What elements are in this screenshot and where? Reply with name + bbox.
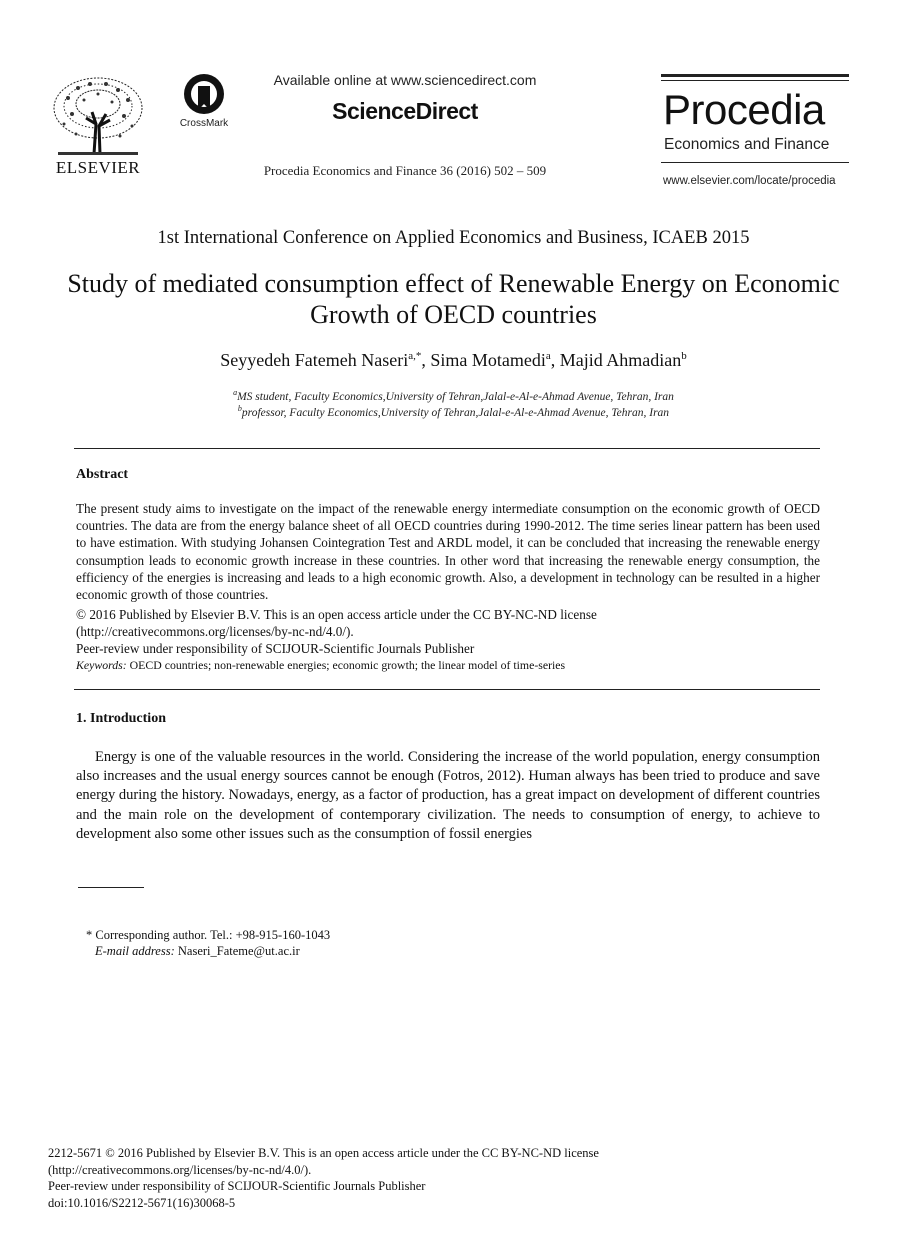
section-divider bbox=[74, 448, 820, 449]
doi-line[interactable]: doi:10.1016/S2212-5671(16)30068-5 bbox=[48, 1196, 236, 1210]
journal-reference: Procedia Economics and Finance 36 (2016) 502 – 509 bbox=[263, 163, 547, 178]
procedia-title: Procedia bbox=[663, 86, 825, 133]
crossmark-icon bbox=[176, 72, 232, 118]
bottom-peer-review: Peer-review under responsibility of SCIJOUR-Scientific Journals Publisher bbox=[48, 1179, 426, 1193]
author-list bbox=[0, 350, 907, 371]
corresponding-author-note: * Corresponding author. Tel.: +98-915-160-1043 bbox=[86, 928, 331, 942]
crossmark-badge[interactable] bbox=[176, 72, 232, 134]
keywords-label: Keywords: bbox=[76, 658, 127, 672]
author-affiliation-mark: b bbox=[681, 350, 687, 362]
email-address[interactable]: Naseri_Fateme@ut.ac.ir bbox=[177, 944, 300, 958]
elsevier-logo bbox=[48, 74, 148, 178]
procedia-top-rule bbox=[661, 74, 849, 77]
keywords-text: OECD countries; non-renewable energies; economic growth; the linear model of time-series bbox=[129, 658, 566, 672]
email-label: E-mail address: bbox=[95, 944, 175, 958]
section-divider bbox=[74, 689, 820, 690]
affiliation-text: MS student, Faculty Economics,University of Tehran,Jalal-e-Al-e-Ahmad Avenue, Tehran, Iran bbox=[237, 390, 674, 403]
bottom-license-link[interactable]: (http://creativecommons.org/licenses/by-nc-nd/4.0/). bbox=[48, 1163, 312, 1177]
journal-url-link[interactable]: www.elsevier.com/locate/procedia bbox=[663, 175, 836, 187]
sciencedirect-wordmark: ScienceDirect bbox=[332, 98, 478, 124]
keywords-line bbox=[76, 657, 820, 674]
crossmark-label: CrossMark bbox=[179, 118, 229, 129]
available-online-text: Available online at www.sciencedirect.com bbox=[273, 72, 537, 88]
author-affiliation-mark: a,* bbox=[408, 350, 422, 362]
affiliation-line bbox=[0, 388, 907, 403]
author-separator: , bbox=[421, 350, 431, 370]
author-name: Majid Ahmadian bbox=[559, 350, 682, 370]
elsevier-wordmark: ELSEVIER bbox=[55, 158, 141, 177]
author-name: Sima Motamedi bbox=[430, 350, 546, 370]
license-link[interactable]: (http://creativecommons.org/licenses/by-nc-nd/4.0/). bbox=[76, 624, 354, 639]
introduction-heading: 1. Introduction bbox=[76, 711, 166, 726]
issn-copyright-line: 2212-5671 © 2016 Published by Elsevier B.V. This is an open access article under the CC BY-NC-ND license bbox=[48, 1146, 599, 1160]
author-separator: , bbox=[550, 350, 560, 370]
author-affiliation-mark: a bbox=[545, 350, 551, 362]
paper-title: Study of mediated consumption effect of Renewable Energy on Economic Growth of OECD countries bbox=[67, 269, 840, 329]
affiliation-text: professor, Faculty Economics,University of Tehran,Jalal-e-Al-e-Ahmad Avenue, Tehran, Iran bbox=[241, 406, 670, 419]
abstract-heading: Abstract bbox=[76, 467, 129, 482]
affiliation-mark: b bbox=[237, 404, 242, 413]
affiliation-line bbox=[0, 404, 907, 419]
email-note bbox=[95, 944, 300, 959]
footnote-rule bbox=[78, 887, 144, 888]
procedia-top-thin-rule bbox=[661, 80, 849, 81]
abstract-body: The present study aims to investigate on the impact of the renewable energy intermediate consumption on the economic growth of OECD countries. The data are from the energy balance sheet of all OECD countries during 1990-2012. The time series linear pattern has been used to have estimation. With studying Johansen Cointegration Test and ARDL model, it can be concluded that increasing the renewable energy consumption leads to economic growth increase in these countries. In other word that increasing the renewable energy consumption, the efficiency of the energies is increasing and leads to a high economic growth. Also, a development in technology can be resulted in a higher economic growth of those countries. bbox=[76, 501, 820, 603]
procedia-subtitle: Economics and Finance bbox=[664, 136, 830, 153]
procedia-bottom-rule bbox=[661, 162, 849, 163]
peer-review-notice: Peer-review under responsibility of SCIJOUR-Scientific Journals Publisher bbox=[76, 641, 475, 656]
affiliation-mark: a bbox=[233, 388, 238, 397]
author-name: Seyyedeh Fatemeh Naseri bbox=[220, 350, 409, 370]
introduction-body: Energy is one of the valuable resources in the world. Considering the increase of the world population, energy consumption also increases and the usual energy sources cannot be enough (Fotros, 2012). Human always has been tried to produce and save energy during the history. Nowadays, energy, as a factor of production, has a great impact on development of different countries and the main role on the development of contemporary civilization. The needs to consumption of energy, to achieve to development also some other issues such as the consumption of fossil energies bbox=[76, 749, 820, 842]
copyright-notice: © 2016 Published by Elsevier B.V. This is an open access article under the CC BY-NC-ND license bbox=[76, 607, 597, 622]
elsevier-tree-icon bbox=[48, 74, 148, 158]
procedia-logo bbox=[661, 74, 849, 192]
conference-name: 1st International Conference on Applied Economics and Business, ICAEB 2015 bbox=[157, 228, 750, 248]
